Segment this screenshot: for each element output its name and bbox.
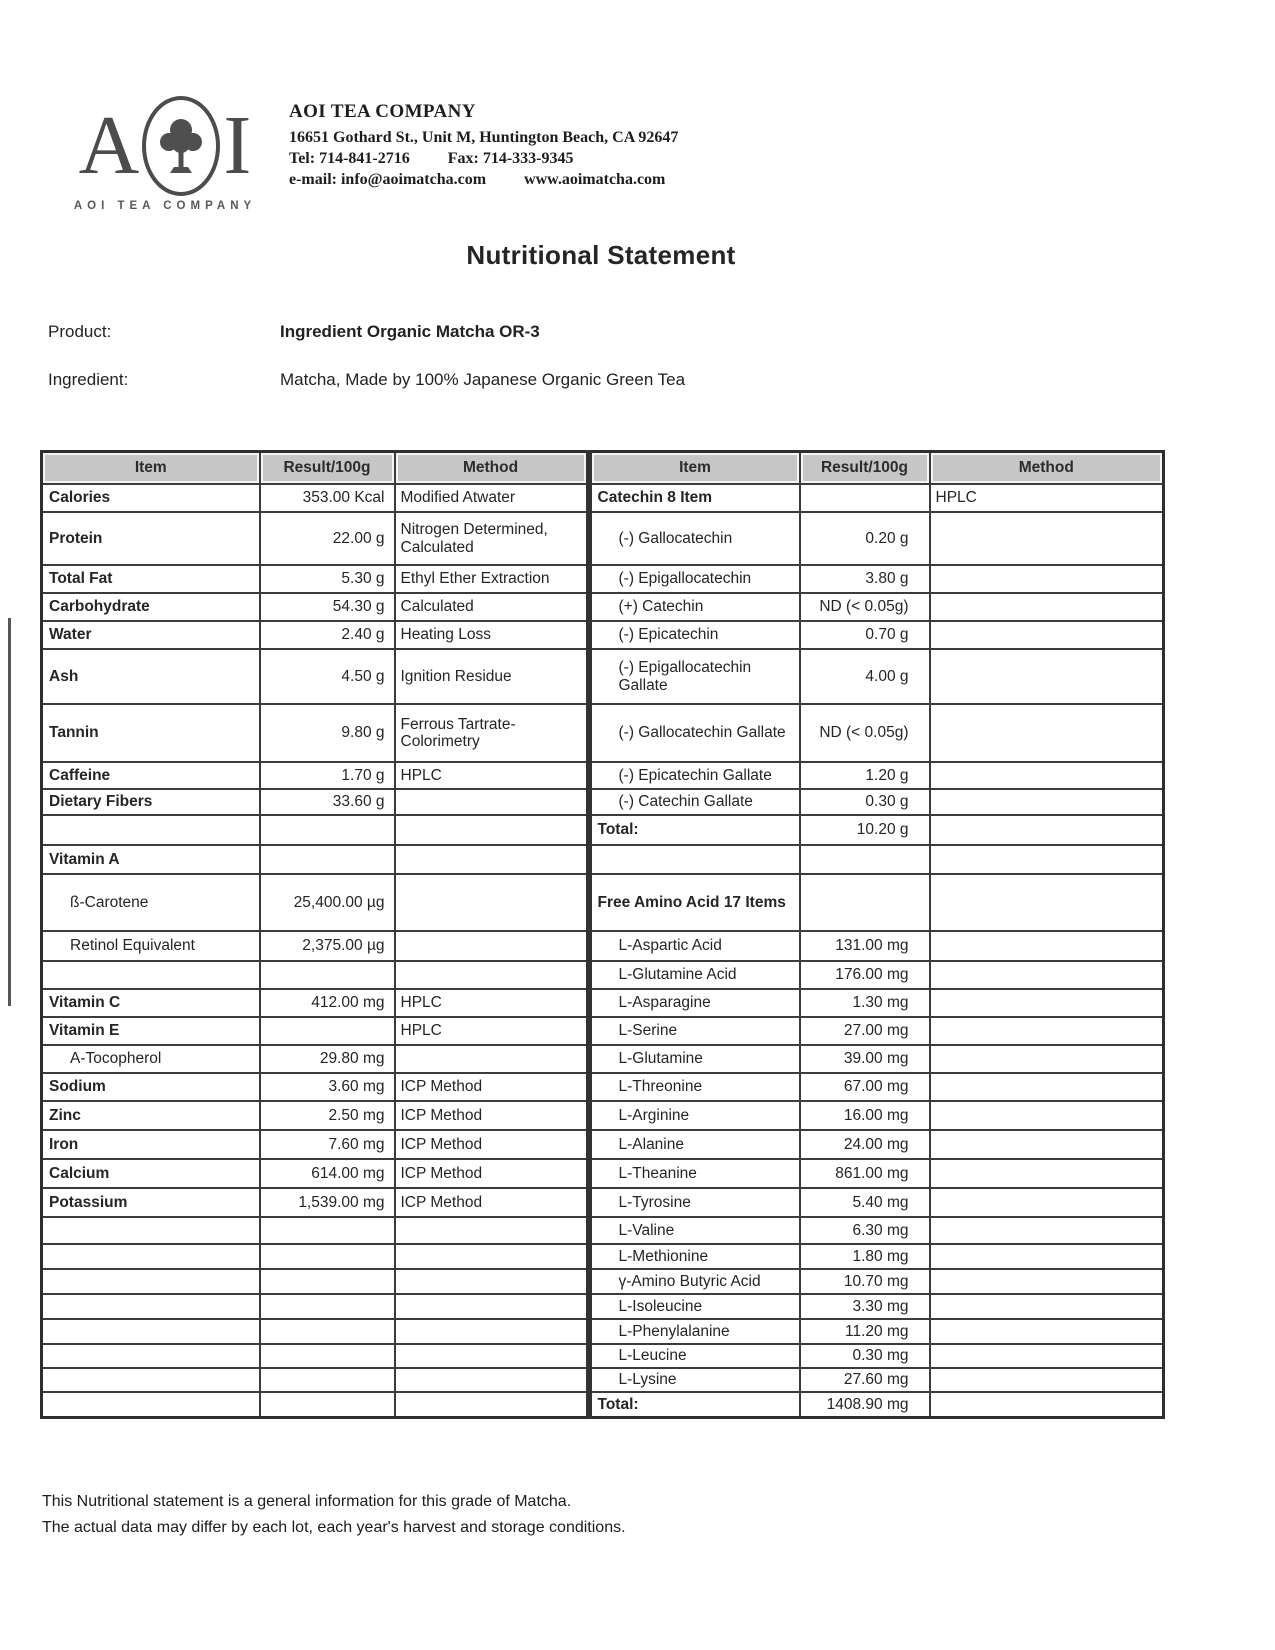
left-result-cell: 29.80 mg bbox=[260, 1045, 395, 1073]
left-method-cell: Ignition Residue bbox=[395, 649, 589, 704]
left-result-cell bbox=[260, 1294, 395, 1319]
left-item-cell: Total Fat bbox=[42, 565, 260, 593]
right-method-cell bbox=[930, 1045, 1164, 1073]
left-item-cell bbox=[42, 1244, 260, 1269]
left-item-cell: Calcium bbox=[42, 1159, 260, 1188]
company-fax: Fax: 714-333-9345 bbox=[447, 150, 574, 167]
left-item-cell: ß-Carotene bbox=[42, 874, 260, 931]
left-result-cell bbox=[260, 1217, 395, 1244]
right-result-cell: 1408.90 mg bbox=[800, 1392, 930, 1417]
right-result-cell: 0.20 g bbox=[800, 512, 930, 565]
table-row bbox=[42, 1294, 1164, 1319]
product-field bbox=[48, 322, 540, 342]
footer-line-2: The actual data may differ by each lot, each year's harvest and storage conditions. bbox=[42, 1519, 626, 1536]
left-method-cell: ICP Method bbox=[395, 1101, 589, 1130]
left-method-cell bbox=[395, 1045, 589, 1073]
left-method-cell bbox=[395, 874, 589, 931]
right-method-cell bbox=[930, 1217, 1164, 1244]
left-item-cell bbox=[42, 1392, 260, 1417]
left-result-cell: 25,400.00 µg bbox=[260, 874, 395, 931]
right-item-cell: Free Amino Acid 17 Items bbox=[589, 874, 800, 931]
nutrition-table-body bbox=[42, 484, 1164, 1417]
left-method-cell: ICP Method bbox=[395, 1188, 589, 1217]
left-item-cell bbox=[42, 1269, 260, 1294]
left-result-cell: 3.60 mg bbox=[260, 1073, 395, 1101]
left-result-cell: 2.40 g bbox=[260, 621, 395, 649]
right-item-cell: (-) Epigallocatechin Gallate bbox=[589, 649, 800, 704]
left-item-cell: Retinol Equivalent bbox=[42, 931, 260, 961]
right-method-cell bbox=[930, 1269, 1164, 1294]
left-method-cell: Ferrous Tartrate-Colorimetry bbox=[395, 704, 589, 762]
table-row bbox=[42, 1319, 1164, 1344]
table-row bbox=[42, 1130, 1164, 1159]
right-result-cell: 67.00 mg bbox=[800, 1073, 930, 1101]
left-result-cell: 4.50 g bbox=[260, 649, 395, 704]
table-row bbox=[42, 565, 1164, 593]
right-item-cell: L-Glutamine Acid bbox=[589, 961, 800, 989]
right-item-cell: L-Threonine bbox=[589, 1073, 800, 1101]
right-method-cell bbox=[930, 621, 1164, 649]
company-email: e-mail: info@aoimatcha.com bbox=[289, 171, 487, 188]
right-item-cell: L-Leucine bbox=[589, 1344, 800, 1368]
table-row bbox=[42, 512, 1164, 565]
right-item-cell: L-Arginine bbox=[589, 1101, 800, 1130]
right-method-cell bbox=[930, 1017, 1164, 1045]
right-item-cell: L-Serine bbox=[589, 1017, 800, 1045]
left-method-cell bbox=[395, 1244, 589, 1269]
right-item-cell: L-Isoleucine bbox=[589, 1294, 800, 1319]
left-item-cell bbox=[42, 1294, 260, 1319]
logo-oval bbox=[142, 96, 220, 196]
left-result-cell: 2,375.00 µg bbox=[260, 931, 395, 961]
table-row bbox=[42, 649, 1164, 704]
right-method-cell bbox=[930, 931, 1164, 961]
table-row bbox=[42, 1073, 1164, 1101]
left-method-cell bbox=[395, 789, 589, 815]
right-item-cell: (+) Catechin bbox=[589, 593, 800, 621]
left-method-cell: ICP Method bbox=[395, 1073, 589, 1101]
right-result-cell: 1.80 mg bbox=[800, 1244, 930, 1269]
left-item-cell: Zinc bbox=[42, 1101, 260, 1130]
left-method-cell: HPLC bbox=[395, 1017, 589, 1045]
left-result-cell bbox=[260, 1017, 395, 1045]
ingredient-field bbox=[48, 370, 685, 390]
right-method-cell bbox=[930, 512, 1164, 565]
nutrition-table bbox=[40, 450, 1165, 1419]
table-row bbox=[42, 1269, 1164, 1294]
left-item-cell bbox=[42, 1217, 260, 1244]
left-item-cell bbox=[42, 1344, 260, 1368]
left-item-cell bbox=[42, 1319, 260, 1344]
table-row bbox=[42, 989, 1164, 1017]
right-method-cell bbox=[930, 593, 1164, 621]
left-result-cell: 5.30 g bbox=[260, 565, 395, 593]
left-result-cell bbox=[260, 1269, 395, 1294]
left-item-cell bbox=[42, 815, 260, 845]
right-item-cell: L-Theanine bbox=[589, 1159, 800, 1188]
left-result-cell bbox=[260, 961, 395, 989]
left-method-cell bbox=[395, 815, 589, 845]
logo-letters bbox=[70, 96, 260, 196]
right-result-cell: 5.40 mg bbox=[800, 1188, 930, 1217]
right-item-cell: L-Asparagine bbox=[589, 989, 800, 1017]
right-result-cell: 10.70 mg bbox=[800, 1269, 930, 1294]
left-result-cell: 2.50 mg bbox=[260, 1101, 395, 1130]
right-method-cell bbox=[930, 1244, 1164, 1269]
right-method-cell bbox=[930, 1368, 1164, 1392]
right-item-cell: (-) Epicatechin bbox=[589, 621, 800, 649]
left-result-cell: 54.30 g bbox=[260, 593, 395, 621]
table-row bbox=[42, 1159, 1164, 1188]
right-item-cell: L-Valine bbox=[589, 1217, 800, 1244]
right-method-cell bbox=[930, 989, 1164, 1017]
company-name: AOI TEA COMPANY bbox=[289, 101, 476, 122]
table-row bbox=[42, 1217, 1164, 1244]
table-row bbox=[42, 484, 1164, 512]
right-result-cell: 27.00 mg bbox=[800, 1017, 930, 1045]
left-method-cell: Heating Loss bbox=[395, 621, 589, 649]
right-item-cell: Total: bbox=[589, 815, 800, 845]
left-method-cell: Ethyl Ether Extraction bbox=[395, 565, 589, 593]
left-result-cell bbox=[260, 1368, 395, 1392]
left-result-cell bbox=[260, 1344, 395, 1368]
right-item-cell: (-) Gallocatechin bbox=[589, 512, 800, 565]
left-method-cell: Calculated bbox=[395, 593, 589, 621]
left-item-cell: Potassium bbox=[42, 1188, 260, 1217]
tree-icon bbox=[158, 115, 204, 177]
right-result-cell: 6.30 mg bbox=[800, 1217, 930, 1244]
right-method-cell bbox=[930, 1392, 1164, 1417]
left-item-cell: Tannin bbox=[42, 704, 260, 762]
left-result-cell: 353.00 Kcal bbox=[260, 484, 395, 512]
right-method-cell bbox=[930, 1344, 1164, 1368]
table-row bbox=[42, 762, 1164, 789]
table-row bbox=[42, 1017, 1164, 1045]
left-item-cell bbox=[42, 1368, 260, 1392]
table-row bbox=[42, 874, 1164, 931]
left-result-cell: 7.60 mg bbox=[260, 1130, 395, 1159]
right-item-cell: L-Alanine bbox=[589, 1130, 800, 1159]
left-result-cell bbox=[260, 845, 395, 874]
left-method-cell bbox=[395, 1294, 589, 1319]
ingredient-value: Matcha, Made by 100% Japanese Organic Green Tea bbox=[280, 370, 686, 389]
left-result-cell: 1,539.00 mg bbox=[260, 1188, 395, 1217]
right-result-cell: 10.20 g bbox=[800, 815, 930, 845]
left-method-cell bbox=[395, 845, 589, 874]
right-result-cell: 27.60 mg bbox=[800, 1368, 930, 1392]
right-result-cell bbox=[800, 874, 930, 931]
left-method-cell: Nitrogen Determined, Calculated bbox=[395, 512, 589, 565]
right-item-cell bbox=[589, 845, 800, 874]
left-item-cell: Calories bbox=[42, 484, 260, 512]
right-method-cell bbox=[930, 1130, 1164, 1159]
left-item-cell: Protein bbox=[42, 512, 260, 565]
left-result-cell bbox=[260, 1319, 395, 1344]
right-item-cell: L-Lysine bbox=[589, 1368, 800, 1392]
table-row bbox=[42, 961, 1164, 989]
table-row bbox=[42, 1244, 1164, 1269]
left-method-cell bbox=[395, 931, 589, 961]
right-method-cell bbox=[930, 1188, 1164, 1217]
table-row bbox=[42, 845, 1164, 874]
company-web-line bbox=[289, 169, 678, 190]
table-row bbox=[42, 1344, 1164, 1368]
company-tel: Tel: 714-841-2716 bbox=[289, 150, 410, 167]
right-method-cell bbox=[930, 961, 1164, 989]
left-method-cell bbox=[395, 1217, 589, 1244]
right-item-cell: (-) Epigallocatechin bbox=[589, 565, 800, 593]
left-result-cell bbox=[260, 815, 395, 845]
company-phone-line bbox=[289, 148, 678, 169]
left-result-cell bbox=[260, 1392, 395, 1417]
left-result-cell bbox=[260, 1244, 395, 1269]
table-row bbox=[42, 1368, 1164, 1392]
ingredient-label: Ingredient: bbox=[48, 370, 129, 389]
table-row bbox=[42, 1101, 1164, 1130]
right-method-cell bbox=[930, 704, 1164, 762]
right-result-cell: 39.00 mg bbox=[800, 1045, 930, 1073]
right-result-cell: 11.20 mg bbox=[800, 1319, 930, 1344]
right-method-cell bbox=[930, 1319, 1164, 1344]
right-result-cell: ND (< 0.05g) bbox=[800, 704, 930, 762]
right-item-cell: γ-Amino Butyric Acid bbox=[589, 1269, 800, 1294]
table-row bbox=[42, 815, 1164, 845]
scan-artifact-line bbox=[8, 618, 11, 1006]
left-method-cell: HPLC bbox=[395, 989, 589, 1017]
company-logo bbox=[70, 96, 260, 212]
right-result-cell: 176.00 mg bbox=[800, 961, 930, 989]
right-item-cell: L-Tyrosine bbox=[589, 1188, 800, 1217]
left-method-cell bbox=[395, 1392, 589, 1417]
left-method-cell: Modified Atwater bbox=[395, 484, 589, 512]
left-result-header: Result/100g bbox=[260, 452, 395, 485]
left-item-cell: Caffeine bbox=[42, 762, 260, 789]
logo-caption: AOI TEA COMPANY bbox=[73, 200, 257, 212]
left-method-cell: HPLC bbox=[395, 762, 589, 789]
right-result-cell: 861.00 mg bbox=[800, 1159, 930, 1188]
right-result-cell: 4.00 g bbox=[800, 649, 930, 704]
left-item-cell: Vitamin E bbox=[42, 1017, 260, 1045]
right-item-cell: L-Aspartic Acid bbox=[589, 931, 800, 961]
left-method-cell bbox=[395, 961, 589, 989]
left-result-cell: 1.70 g bbox=[260, 762, 395, 789]
table-row bbox=[42, 621, 1164, 649]
left-result-cell: 9.80 g bbox=[260, 704, 395, 762]
right-method-cell bbox=[930, 762, 1164, 789]
right-method-cell bbox=[930, 789, 1164, 815]
right-method-cell bbox=[930, 1159, 1164, 1188]
right-item-cell: L-Glutamine bbox=[589, 1045, 800, 1073]
left-item-cell: Dietary Fibers bbox=[42, 789, 260, 815]
right-method-cell bbox=[930, 565, 1164, 593]
table-row bbox=[42, 931, 1164, 961]
left-method-cell bbox=[395, 1344, 589, 1368]
right-item-cell: L-Methionine bbox=[589, 1244, 800, 1269]
left-method-header: Method bbox=[395, 452, 589, 485]
company-address: 16651 Gothard St., Unit M, Huntington Beach, CA 92647 bbox=[289, 129, 679, 146]
right-method-cell bbox=[930, 1294, 1164, 1319]
left-result-cell: 33.60 g bbox=[260, 789, 395, 815]
left-item-cell: Iron bbox=[42, 1130, 260, 1159]
right-item-header: Item bbox=[589, 452, 800, 485]
left-item-cell bbox=[42, 961, 260, 989]
right-method-cell bbox=[930, 815, 1164, 845]
right-result-cell: 131.00 mg bbox=[800, 931, 930, 961]
right-item-cell: (-) Gallocatechin Gallate bbox=[589, 704, 800, 762]
table-row bbox=[42, 593, 1164, 621]
left-item-header: Item bbox=[42, 452, 260, 485]
right-result-cell: 0.30 g bbox=[800, 789, 930, 815]
table-row bbox=[42, 704, 1164, 762]
left-method-cell bbox=[395, 1269, 589, 1294]
right-result-cell: 1.20 g bbox=[800, 762, 930, 789]
right-result-cell bbox=[800, 845, 930, 874]
page-title: Nutritional Statement bbox=[466, 240, 736, 270]
right-method-cell bbox=[930, 845, 1164, 874]
right-result-cell bbox=[800, 484, 930, 512]
left-item-cell: Vitamin A bbox=[42, 845, 260, 874]
right-result-cell: 24.00 mg bbox=[800, 1130, 930, 1159]
right-item-cell: Catechin 8 Item bbox=[589, 484, 800, 512]
left-item-cell: A-Tocopherol bbox=[42, 1045, 260, 1073]
company-info bbox=[289, 101, 678, 190]
left-item-cell: Ash bbox=[42, 649, 260, 704]
logo-letter-i: I bbox=[223, 99, 252, 192]
left-item-cell: Vitamin C bbox=[42, 989, 260, 1017]
right-method-cell: HPLC bbox=[930, 484, 1164, 512]
right-result-cell: 3.30 mg bbox=[800, 1294, 930, 1319]
right-method-cell bbox=[930, 1101, 1164, 1130]
table-header-row bbox=[42, 452, 1164, 485]
left-item-cell: Water bbox=[42, 621, 260, 649]
table-row bbox=[42, 1188, 1164, 1217]
right-result-header: Result/100g bbox=[800, 452, 930, 485]
right-item-cell: L-Phenylalanine bbox=[589, 1319, 800, 1344]
right-method-cell bbox=[930, 649, 1164, 704]
left-method-cell bbox=[395, 1319, 589, 1344]
product-label: Product: bbox=[48, 322, 112, 341]
table-row bbox=[42, 1392, 1164, 1417]
left-result-cell: 412.00 mg bbox=[260, 989, 395, 1017]
right-result-cell: 0.70 g bbox=[800, 621, 930, 649]
right-result-cell: 0.30 mg bbox=[800, 1344, 930, 1368]
right-result-cell: 16.00 mg bbox=[800, 1101, 930, 1130]
left-item-cell: Sodium bbox=[42, 1073, 260, 1101]
table-row bbox=[42, 789, 1164, 815]
right-result-cell: ND (< 0.05g) bbox=[800, 593, 930, 621]
right-method-cell bbox=[930, 1073, 1164, 1101]
right-item-cell: (-) Catechin Gallate bbox=[589, 789, 800, 815]
right-method-header: Method bbox=[930, 452, 1164, 485]
right-method-cell bbox=[930, 874, 1164, 931]
right-result-cell: 3.80 g bbox=[800, 565, 930, 593]
company-website: www.aoimatcha.com bbox=[524, 171, 666, 188]
left-result-cell: 614.00 mg bbox=[260, 1159, 395, 1188]
left-result-cell: 22.00 g bbox=[260, 512, 395, 565]
table-row bbox=[42, 1045, 1164, 1073]
left-item-cell: Carbohydrate bbox=[42, 593, 260, 621]
left-method-cell: ICP Method bbox=[395, 1130, 589, 1159]
product-value: Ingredient Organic Matcha OR-3 bbox=[280, 322, 540, 341]
left-method-cell bbox=[395, 1368, 589, 1392]
right-item-cell: Total: bbox=[589, 1392, 800, 1417]
right-item-cell: (-) Epicatechin Gallate bbox=[589, 762, 800, 789]
logo-letter-a: A bbox=[78, 99, 140, 192]
left-method-cell: ICP Method bbox=[395, 1159, 589, 1188]
footer-note bbox=[42, 1489, 626, 1541]
right-result-cell: 1.30 mg bbox=[800, 989, 930, 1017]
footer-line-1: This Nutritional statement is a general information for this grade of Matcha. bbox=[42, 1493, 572, 1510]
